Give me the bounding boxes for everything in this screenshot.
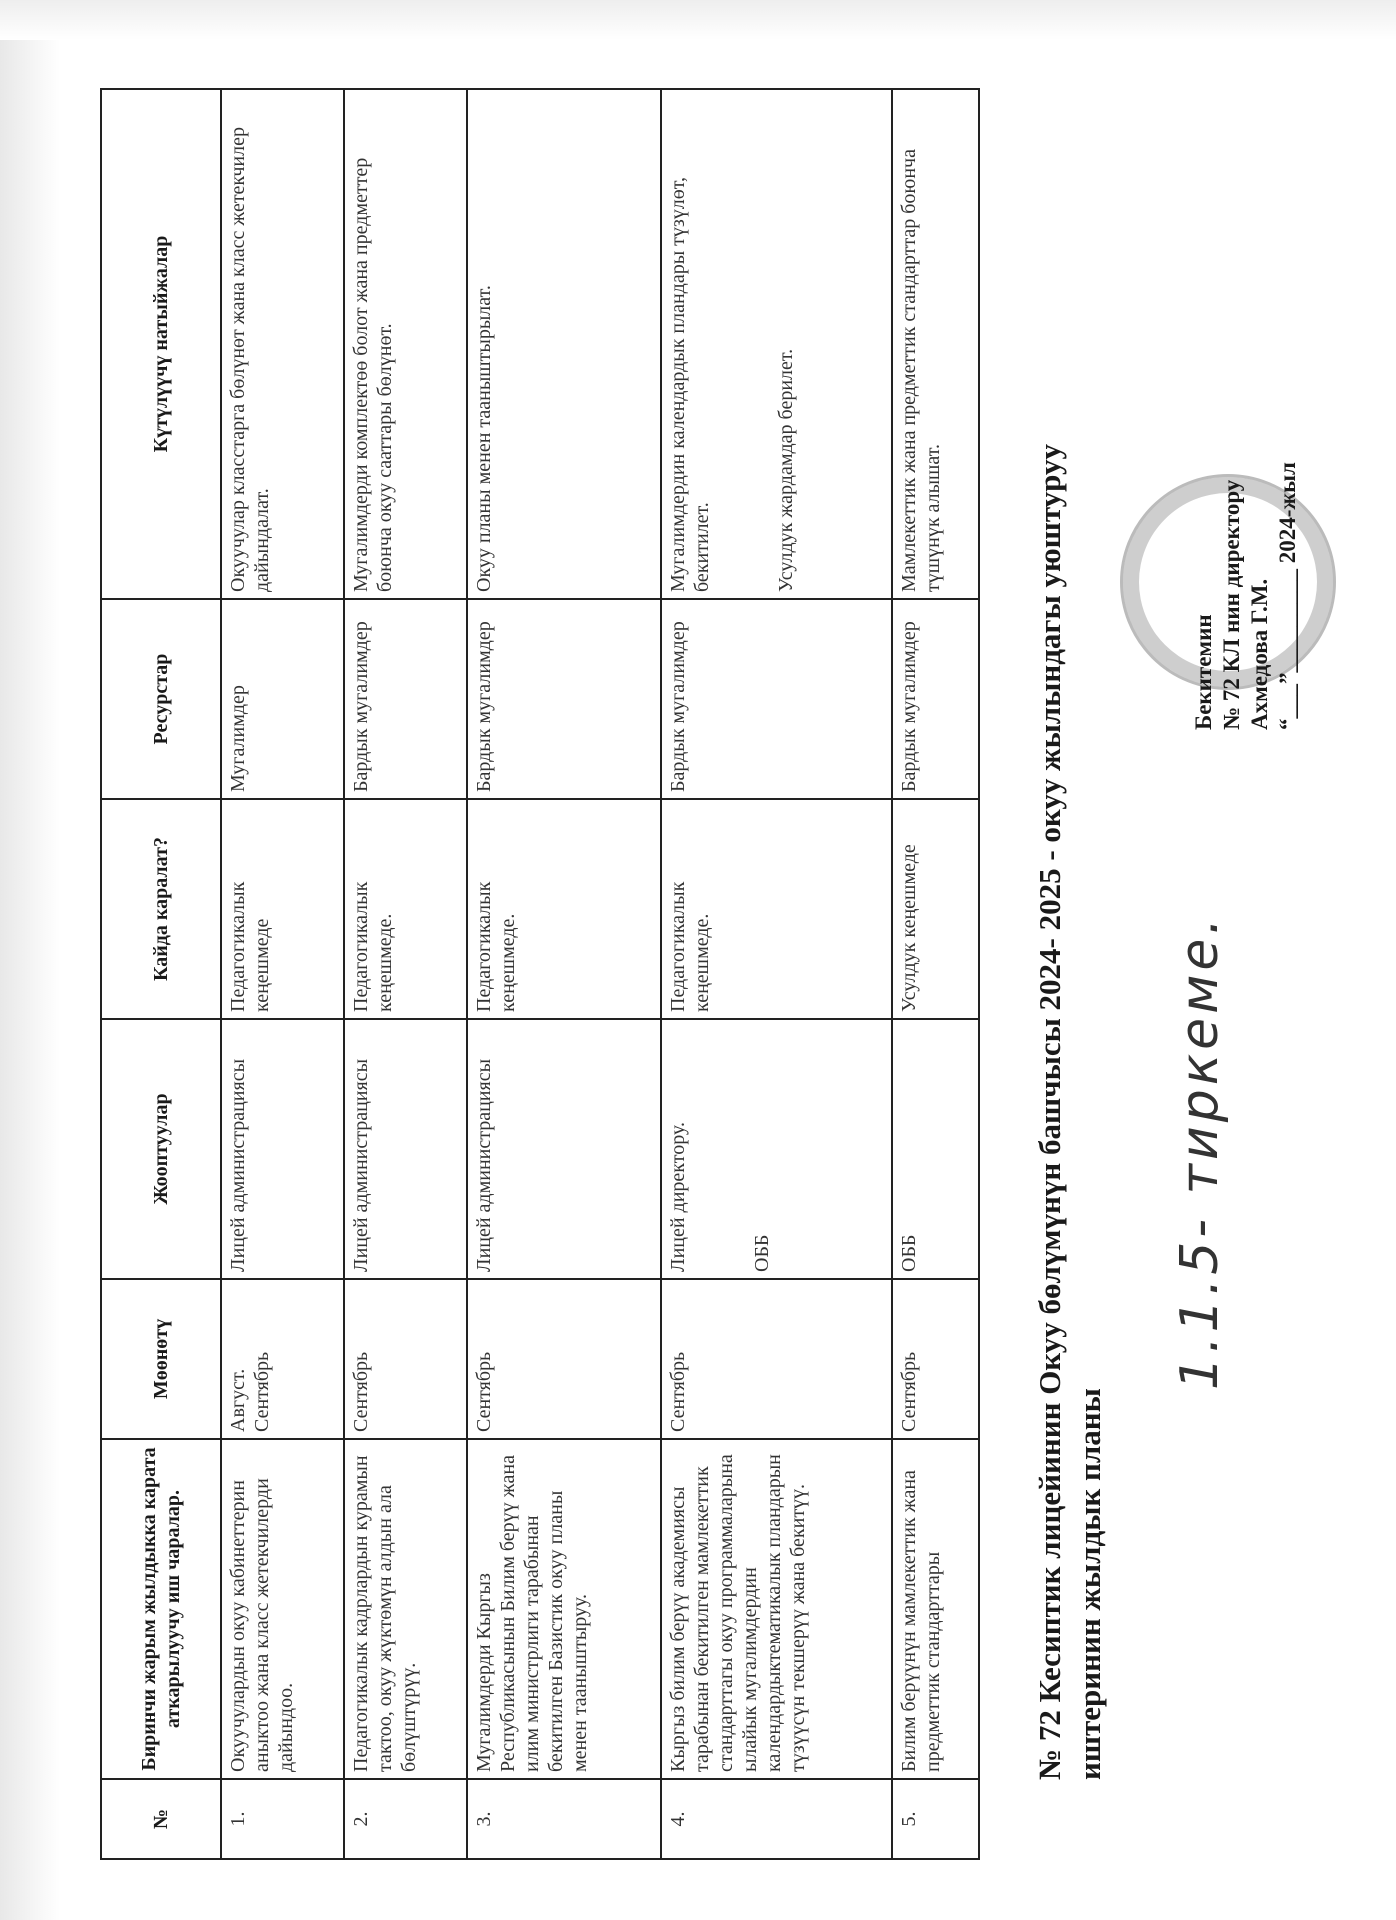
- row-where: Педагогикалык кеңешмеде.: [467, 799, 662, 1019]
- row-where: Педагогикалык кеңешмеде.: [344, 799, 467, 1019]
- row-num: 4.: [661, 1779, 892, 1859]
- row-resources: Бардык мугалимдер: [892, 599, 979, 799]
- row-responsible: Лицей администрациясы: [467, 1019, 662, 1279]
- header-responsible: Жооптуулар: [101, 1019, 221, 1279]
- row-term: Сентябрь: [344, 1279, 467, 1439]
- row-responsible-secondary: ОББ: [751, 1234, 774, 1272]
- header-results: Күтүлүүчү натыйжалар: [101, 89, 221, 599]
- approval-block: [1190, 430, 1302, 730]
- row-resources: Мугалимдер: [221, 599, 344, 799]
- row-resources: Бардык мугалимдер: [344, 599, 467, 799]
- header-resources: Ресурстар: [101, 599, 221, 799]
- table-row: [467, 89, 662, 1859]
- row-num: 2.: [344, 1779, 467, 1859]
- approval-position: № 72 КЛ нин директору: [1219, 479, 1244, 730]
- table-header-row: [101, 89, 221, 1859]
- row-results-cell: [661, 89, 892, 599]
- approval-date: “___”_________ 2024-жыл: [1275, 462, 1300, 730]
- row-responsible: ОББ: [892, 1019, 979, 1279]
- header-task: Биринчи жарым жылдыкка карата аткарылуучу иш чаралар.: [101, 1439, 221, 1779]
- title-line-2: иштеринин жылдык планы: [1072, 1388, 1107, 1780]
- row-where: Педагогикалык кеңешмеде: [221, 799, 344, 1019]
- row-num: 3.: [467, 1779, 662, 1859]
- table-row: [344, 89, 467, 1859]
- row-term: Сентябрь: [467, 1279, 662, 1439]
- row-results-secondary: Усулдук жардамдар берилет.: [775, 348, 798, 592]
- row-where: Усулдук кеңешмеде: [892, 799, 979, 1019]
- title-line-1: № 72 Кесиптик лицейинин Окуу бөлүмүнүн башчысы 2024- 2025 - окуу жылындагы уюштуруу: [1032, 444, 1067, 1780]
- row-results: Окуу планы менен тааныштырылат.: [467, 89, 662, 599]
- row-term: Август. Сентябрь: [221, 1279, 344, 1439]
- row-responsible: Лицей директору.: [667, 1122, 690, 1272]
- row-task: Кыргыз билим берүү академиясы тарабынан бекитилген мамлекеттик стандарттагы окуу программаларына ылайык мугалимдердин календардыктематикалык пландарын түзүүсүн текшерүү жана бекитүү.: [661, 1439, 892, 1779]
- row-responsible: Лицей администрациясы: [344, 1019, 467, 1279]
- row-term: Сентябрь: [892, 1279, 979, 1439]
- page-title: [1030, 280, 1110, 1780]
- row-resources: Бардык мугалимдер: [661, 599, 892, 799]
- approval-title: Бекитемин: [1191, 614, 1216, 730]
- header-where: Кайда каралат?: [101, 799, 221, 1019]
- row-resources: Бардык мугалимдер: [467, 599, 662, 799]
- header-term: Мөөнөтү: [101, 1279, 221, 1439]
- row-task: Билим берүүнүн мамлекеттик жана предметтик стандарттары: [892, 1439, 979, 1779]
- table-row: [221, 89, 344, 1859]
- row-results: Окуучулар класстарга бөлүнөт жана класс жетекчилер дайындалат.: [221, 89, 344, 599]
- approval-name: Ахмедова Г.М.: [1247, 578, 1272, 730]
- row-where: Педагогикалык кеңешмеде.: [661, 799, 892, 1019]
- row-task: Педагогикалык кадрлардын курамын тактоо, окуу жүктөмүн алдын ала бөлүштүрүү.: [344, 1439, 467, 1779]
- row-responsible: Лицей администрациясы: [221, 1019, 344, 1279]
- handwritten-annex-label: 1.1.5- тиркеме.: [1170, 914, 1230, 1390]
- table-row: [661, 89, 892, 1859]
- row-results: Мамлекеттик жана предметтик стандарттар боюнча түшүнүк алышат.: [892, 89, 979, 599]
- annual-plan-table: [100, 88, 980, 1860]
- row-responsible-cell: [661, 1019, 892, 1279]
- row-task: Мугалимдерди Кыргыз Республикасынын Билим берүү жана илим министрлиги тарабынан бекитилген Базистик окуу планы менен тааныштыруу.: [467, 1439, 662, 1779]
- row-num: 1.: [221, 1779, 344, 1859]
- row-results: Мугалимдердин календардык пландары түзүлөт, бекитилет.: [667, 176, 714, 592]
- table-row: [892, 89, 979, 1859]
- row-task: Окуучулардын окуу кабинеттерин аныктоо жана класс жетекчилерди дайындоо.: [221, 1439, 344, 1779]
- row-term: Сентябрь: [661, 1279, 892, 1439]
- row-results: Мугалимдерди комплектөө болот жана предметтер боюнча окуу сааттары бөлүнөт.: [344, 89, 467, 599]
- row-num: 5.: [892, 1779, 979, 1859]
- header-num: №: [101, 1779, 221, 1859]
